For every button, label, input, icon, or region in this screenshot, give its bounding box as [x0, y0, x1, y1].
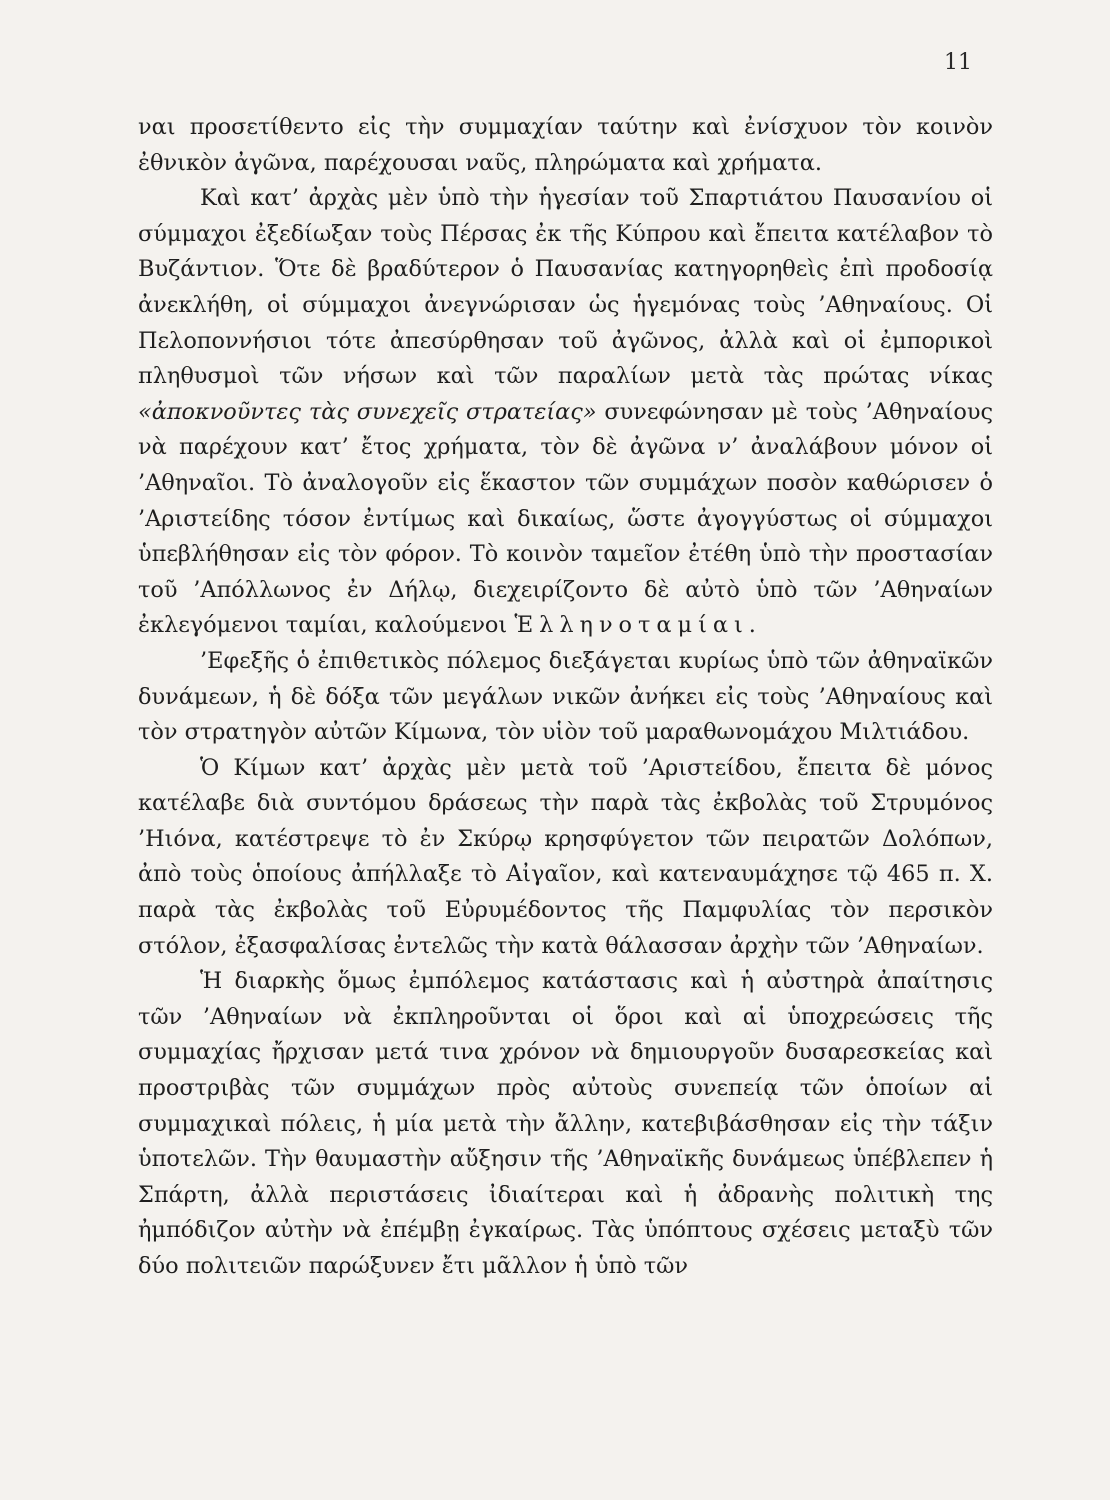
paragraph-pausanias-alliance [138, 181, 993, 644]
paragraph-text: . [748, 612, 756, 639]
spaced-term: Ἑλληνοταμίαι [514, 612, 749, 639]
paragraph-kimon [138, 751, 993, 965]
body-text [138, 110, 993, 1285]
paragraph-text: Ἡ διαρκὴς ὅμως ἐμπόλεμος κατάστασις καὶ ἡ αὐστηρὰ ἀπαίτησις τῶν ’Αθηναίων νὰ ἐκπληροῦνται οἱ ὅροι καὶ αἱ ὑποχρεώσεις τῆς συμμαχίας ἤρχισαν μετά τινα χρόνον νὰ δημιουργοῦν δυσαρεσκείας καὶ προστριβὰς τῶν συμμάχων πρὸς αὐτοὺς συνεπείᾳ τῶν ὁποίων αἱ συμμαχικαὶ πόλεις, ἡ μία μετὰ τὴν ἄλλην, κατεβιβάσθησαν εἰς τὴν τάξιν ὑποτελῶν. Τὴν θαυμαστὴν αὔξησιν τῆς ’Αθηναϊκῆς δυνάμεως ὑπέβλεπεν ἡ Σπάρτη, ἀλλὰ περιστάσεις ἰδιαίτεραι καὶ ἡ ἀδρανὴς πολιτικὴ της ἠμπόδιζον αὐτὴν νὰ ἐπέμβῃ ἐγκαίρως. Τὰς ὑπόπτους σχέσεις μεταξὺ τῶν δύο πολιτειῶν παρώξυνεν ἔτι μᾶλλον ἡ ὑπὸ τῶν [138, 968, 993, 1279]
page-number: 11 [944, 50, 972, 75]
paragraph-text: ’Εφεξῆς ὁ ἐπιθετικὸς πόλεμος διεξάγεται κυρίως ὑπὸ τῶν ἀθηναϊκῶν δυνάμεων, ἡ δὲ δόξα τῶν μεγάλων νικῶν ἀνήκει εἰς τοὺς ’Αθηναίους καὶ τὸν στρατηγὸν αὐτῶν Κίμωνα, τὸν υἱὸν τοῦ μαραθωνομάχου Μιλτιάδου. [138, 647, 993, 746]
quoted-phrase: «ἀποκνοῦντες τὰς συνεχεῖς στρατείας» [138, 398, 597, 425]
paragraph-text: ναι προσετίθεντο εἰς τὴν συμμαχίαν ταύτην καὶ ἐνίσχυον τὸν κοινὸν ἐθνικὸν ἀγῶνα, παρέχουσαι ναῦς, πληρώματα καὶ χρήματα. [138, 114, 993, 176]
paragraph-text: συνεφώνησαν μὲ τοὺς ’Αθηναίους νὰ παρέχουν κατ’ ἔτος χρήματα, τὸν δὲ ἀγῶνα ν’ ἀναλάβουν μόνον οἱ ’Αθηναῖοι. Τὸ ἀναλογοῦν εἰς ἕκαστον τῶν συμμάχων ποσὸν καθώρισεν ὁ ’Αριστείδης τόσον ἐντίμως καὶ δικαίως, ὥστε ἀγογγύστως οἱ σύμμαχοι ὑπεβλήθησαν εἰς τὸν φόρον. Τὸ κοινὸν ταμεῖον ἐτέθη ὑπὸ τὴν προστασίαν τοῦ ’Απόλλωνος ἐν Δήλῳ, διεχειρίζοντο δὲ αὐτὸ ὑπὸ τῶν ’Αθηναίων ἐκλεγόμενοι ταμίαι, καλούμενοι [138, 398, 993, 639]
paragraph-text: Ὁ Κίμων κατ’ ἀρχὰς μὲν μετὰ τοῦ ’Αριστείδου, ἔπειτα δὲ μόνος κατέλαβε διὰ συντόμου δράσεως τὴν παρὰ τὰς ἐκβολὰς τοῦ Στρυμόνος ’Ηιόνα, κατέστρεψε τὸ ἐν Σκύρῳ κρησφύγετον τῶν πειρατῶν Δολόπων, ἀπὸ τοὺς ὁποίους ἀπήλλαξε τὸ Αἰγαῖον, καὶ κατεναυμάχησε τῷ 465 π. Χ. παρὰ τὰς ἐκβολὰς τοῦ Εὐρυμέδοντος τῆς Παμφυλίας τὸν περσικὸν στόλον, ἐξασφαλίσας ἐντελῶς τὴν κατὰ θάλασσαν ἀρχὴν τῶν ’Αθηναίων. [138, 754, 993, 959]
paragraph-text: Καὶ κατ’ ἀρχὰς μὲν ὑπὸ τὴν ἡγεσίαν τοῦ Σπαρτιάτου Παυσανίου οἱ σύμμαχοι ἐξεδίωξαν τοὺς Πέρσας ἐκ τῆς Κύπρου καὶ ἔπειτα κατέλαβον τὸ Βυζάντιον. Ὅτε δὲ βραδύτερον ὁ Παυσανίας κατηγορηθεὶς ἐπὶ προδοσίᾳ ἀνεκλήθη, οἱ σύμμαχοι ἀνεγνώρισαν ὡς ἡγεμόνας τοὺς ’Αθηναίους. Οἱ Πελοποννήσιοι τότε ἀπεσύρθησαν τοῦ ἀγῶνος, ἀλλὰ καὶ οἱ ἐμπορικοὶ πληθυσμοὶ τῶν νήσων καὶ τῶν παραλίων μετὰ τὰς πρώτας νίκας [138, 185, 993, 390]
paragraph-continuation [138, 110, 993, 181]
paragraph-offensive-war [138, 644, 993, 751]
paragraph-allies-discontent [138, 964, 993, 1284]
